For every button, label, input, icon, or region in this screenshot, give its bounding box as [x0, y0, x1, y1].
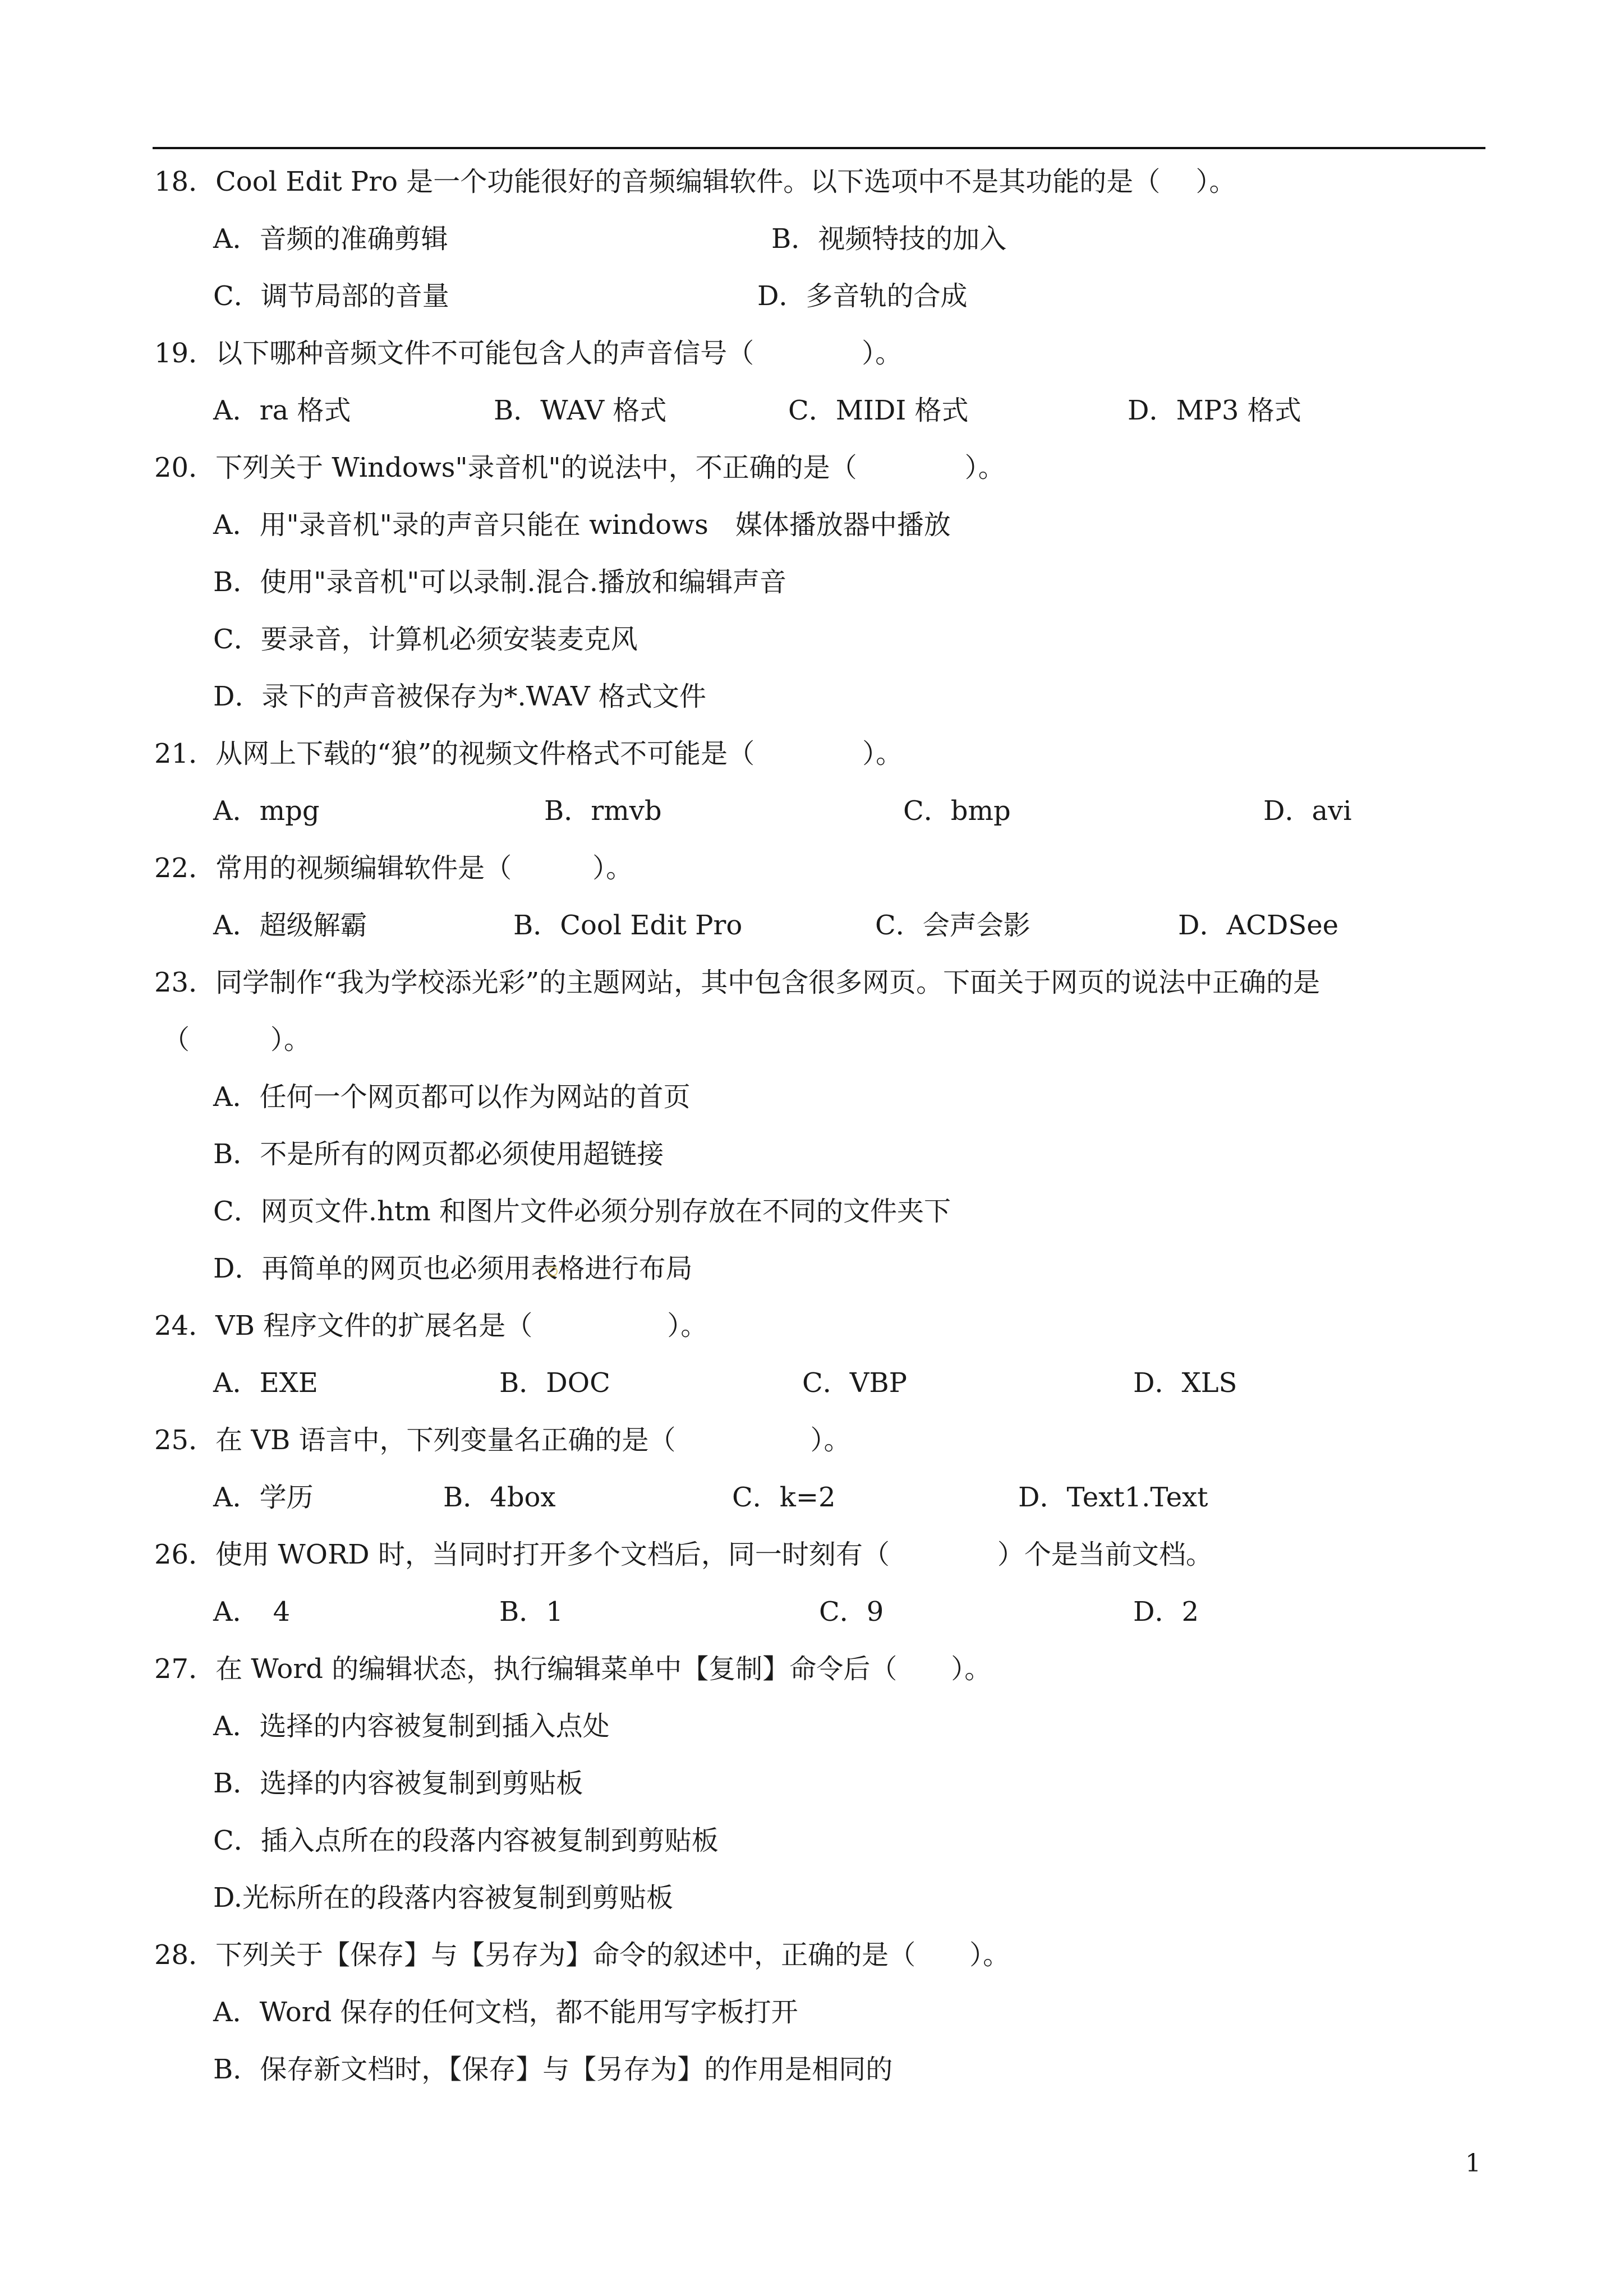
- question-stem: 24．VB 程序文件的扩展名是（ ）。: [154, 1310, 708, 1341]
- question-stem: 22．常用的视频编辑软件是（ ）。: [154, 852, 633, 884]
- option-line: D．再简单的网页也必须用表格进行布局: [213, 1253, 693, 1284]
- page-number: 1: [1465, 2149, 1481, 2178]
- option-row: [0, 1475, 1624, 1520]
- question-stem: 19．以下哪种音频文件不可能包含人的声音信号（ ）。: [154, 338, 903, 369]
- option-choice: D．Text1.Text: [1018, 1482, 1208, 1513]
- option-choice: C．k=2: [732, 1482, 836, 1513]
- option-choice: C．会声会影: [875, 910, 1030, 941]
- question-stem: 27．在 Word 的编辑状态，执行编辑菜单中【复制】命令后（ ）。: [154, 1653, 992, 1685]
- option-choice: A． 4: [213, 1596, 291, 1628]
- option-choice: D．2: [1133, 1596, 1199, 1628]
- option-line: D．录下的声音被保存为*.WAV 格式文件: [213, 681, 706, 712]
- option-choice: D．ACDSee: [1178, 910, 1339, 941]
- option-row: [0, 274, 1624, 319]
- option-choice: B．4box: [443, 1482, 556, 1513]
- question-stem: 23．同学制作“我为学校添光彩”的主题网站，其中包含很多网页。下面关于网页的说法中正确的是: [154, 967, 1321, 998]
- option-choice: A．EXE: [213, 1367, 318, 1399]
- option-choice: C．调节局部的音量: [213, 280, 449, 312]
- option-line: B．保存新文档时，【保存】与【另存为】的作用是相同的: [213, 2054, 893, 2085]
- option-choice: C．MIDI 格式: [788, 395, 969, 426]
- option-choice: A．mpg: [213, 795, 320, 827]
- option-row: [0, 903, 1624, 948]
- option-choice: C．9: [819, 1596, 884, 1628]
- option-choice: D．avi: [1263, 795, 1352, 827]
- option-choice: A．ra 格式: [213, 395, 351, 426]
- question-stem-continuation: （ ）。: [163, 1024, 311, 1055]
- option-line: D.光标所在的段落内容被复制到剪贴板: [213, 1882, 674, 1914]
- option-line: A．任何一个网页都可以作为网站的首页: [213, 1081, 691, 1113]
- question-stem: 25．在 VB 语言中，下列变量名正确的是（ ）。: [154, 1424, 851, 1456]
- option-line: C．网页文件.htm 和图片文件必须分别存放在不同的文件夹下: [213, 1196, 951, 1227]
- option-line: B．使用"录音机"可以录制.混合.播放和编辑声音: [213, 566, 786, 598]
- option-choice: D．MP3 格式: [1128, 395, 1301, 426]
- question-stem: 26．使用 WORD 时，当同时打开多个文档后，同一时刻有（ ）个是当前文档。: [154, 1539, 1213, 1570]
- ink-mark: [548, 1266, 558, 1276]
- option-row: [0, 1361, 1624, 1405]
- option-line: A．Word 保存的任何文档，都不能用写字板打开: [213, 1997, 798, 2028]
- option-line: B．选择的内容被复制到剪贴板: [213, 1768, 583, 1799]
- option-choice: C．VBP: [802, 1367, 907, 1399]
- option-line: C．要录音，计算机必须安装麦克风: [213, 624, 638, 655]
- option-choice: A．超级解霸: [213, 910, 367, 941]
- option-choice: D．多音轨的合成: [757, 280, 968, 312]
- option-row: [0, 1589, 1624, 1634]
- option-row: [0, 216, 1624, 261]
- question-stem: 21．从网上下载的“狼”的视频文件格式不可能是（ ）。: [154, 738, 903, 769]
- option-choice: A．音频的准确剪辑: [213, 223, 448, 255]
- option-choice: B．Cool Edit Pro: [513, 910, 743, 941]
- option-line: B．不是所有的网页都必须使用超链接: [213, 1138, 664, 1170]
- option-choice: B．视频特技的加入: [771, 223, 1007, 255]
- option-line: C．插入点所在的段落内容被复制到剪贴板: [213, 1825, 719, 1856]
- option-choice: D．XLS: [1133, 1367, 1237, 1399]
- option-choice: C．bmp: [903, 795, 1011, 827]
- header-rule: [153, 147, 1485, 149]
- option-choice: B．1: [499, 1596, 563, 1628]
- question-stem: 28．下列关于【保存】与【另存为】命令的叙述中，正确的是（ ）。: [154, 1939, 1010, 1971]
- option-row: [0, 789, 1624, 833]
- option-choice: B．rmvb: [544, 795, 662, 827]
- option-choice: B．WAV 格式: [494, 395, 667, 426]
- option-choice: A．学历: [213, 1482, 314, 1513]
- option-row: [0, 388, 1624, 433]
- question-stem: 18．Cool Edit Pro 是一个功能很好的音频编辑软件。以下选项中不是其功能的是（ ）。: [154, 166, 1236, 197]
- option-choice: B．DOC: [499, 1367, 610, 1399]
- option-line: A．选择的内容被复制到插入点处: [213, 1711, 610, 1742]
- question-stem: 20．下列关于 Windows"录音机"的说法中，不正确的是（ ）。: [154, 452, 1005, 483]
- option-line: A．用"录音机"录的声音只能在 windows 媒体播放器中播放: [213, 509, 951, 541]
